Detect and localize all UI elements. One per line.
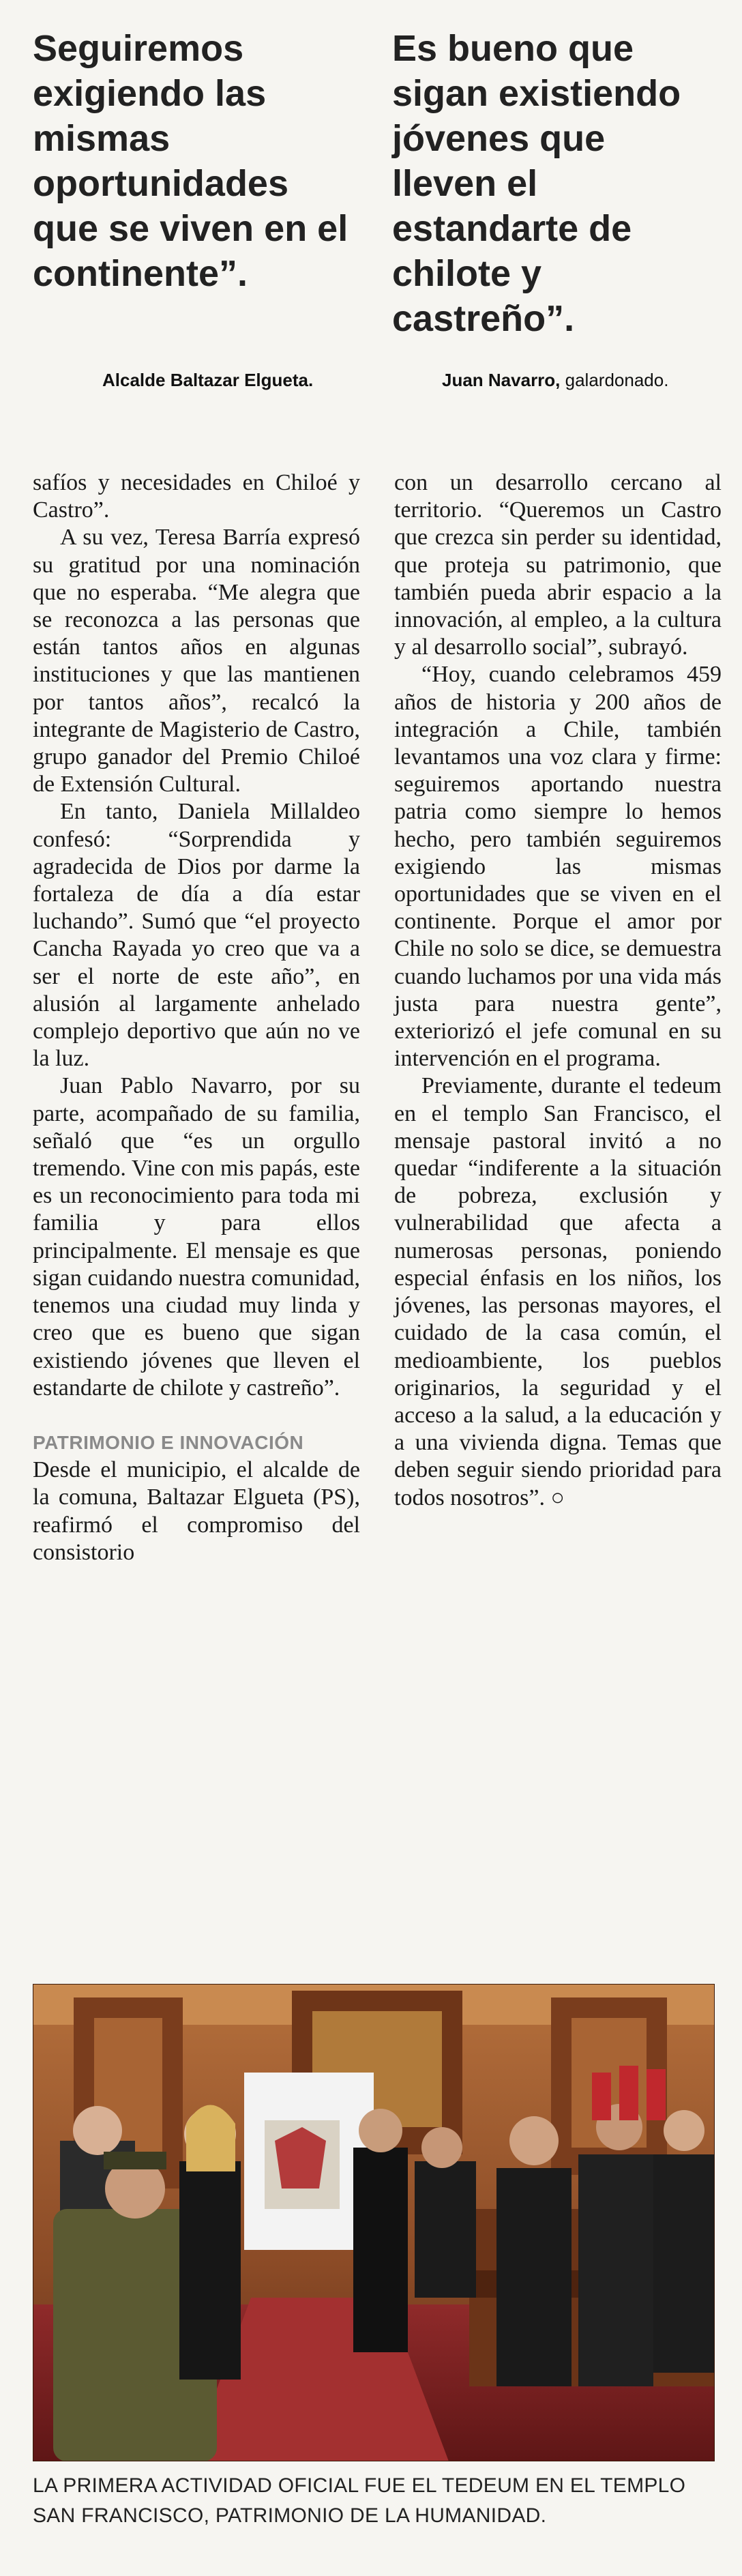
article-paragraph: Desde el municipio, el alcalde de la comuna, Baltazar Elgueta (PS), reafirmó el compromiso del consistorio (33, 1457, 360, 1565)
article-paragraph: En tanto, Daniela Millaldeo confesó: “Sorprendida y agradecida de Dios por darme la fortaleza de día a día estar luchando”. Sumó que “el proyecto Cancha Rayada yo creo que va a ser el norte de este año”, en alusión al largamente anhelado complejo deportivo que aún no ve la luz. (33, 799, 360, 1072)
pull-quote-left (33, 26, 353, 296)
article-paragraph: “Hoy, cuando celebramos 459 años de historia y 200 años de integración a Chile, también levantamos una voz clara y firme: seguiremos aportando nuestra patria como siempre lo hemos hecho, pero también seguiremos exigiendo las mismas oportunidades que se viven en el continente. Porque el amor por Chile no solo se dice, se demuestra cuando luchamos por una vida más justa para nuestra gente”, exteriorizó el jefe comunal en su intervención en el programa. (394, 662, 722, 1072)
pull-quote-right-text: Es bueno que sigan existiendo jóvenes que lleven el estandarte de chilote y castreño”. (392, 28, 681, 339)
attribution-left-name: Alcalde Baltazar Elgueta. (102, 370, 314, 390)
pull-quote-left-text: Seguiremos exigiendo las mismas oportunidades que se viven en el continente”. (33, 28, 348, 294)
church-scene-illustration (33, 1984, 715, 2461)
article-paragraph-text: Previamente, durante el tedeum en el templo San Francisco, el mensaje pastoral invitó a no quedar “indiferente a la situación de pobreza, exclusión y vulnerabilidad que afecta a numerosas personas, poniendo especial énfasis en los niños, los jóvenes, las personas mayores, el cuidado de la casa común, el medioambiente, los pueblos originarios, la seguridad y el acceso a la salud, a la educación y a una vivienda digna. Temas que deben seguir siendo prioridad para todos nosotros”. (394, 1073, 722, 1510)
article-paragraph: Juan Pablo Navarro, por su parte, acompañado de su familia, señaló que “es un orgullo tremendo. Vine con mis papás, este es un reconocimiento para toda mi familia y para ellos principalmente. El mensaje es que sigan cuidando nuestra comunidad, tenemos una ciudad muy linda y creo que es bueno que sigan existiendo jóvenes que lleven el estandarte de chilote y castreño”. (33, 1073, 360, 1401)
tedeum-photo (33, 1984, 715, 2461)
attribution-right-name: Juan Navarro, (442, 370, 561, 390)
article-paragraph (394, 1072, 722, 1511)
article-column-left (33, 469, 360, 1566)
attribution-right-role: galardonado. (560, 370, 669, 390)
quote-attribution-right (442, 368, 668, 392)
end-of-article-mark: ○ (550, 1484, 565, 1510)
article-paragraph: A su vez, Teresa Barría expresó su gratitud por una nominación que no esperaba. “Me alegra que se reconozca a las personas que están tantos años en algunas instituciones y que las mantienen por tantos años”, recalcó la integrante de Magisterio de Castro, grupo ganador del Premio Chiloé de Extensión Cultural. (33, 525, 360, 797)
article-paragraph: con un desarrollo cercano al territorio. “Queremos un Castro que crezca sin perder su identidad, que proteja su patrimonio, que también pueda abrir espacio a la innovación, al empleo, a la cultura y al desarrollo social”, subrayó. (394, 470, 722, 660)
photo-caption: LA PRIMERA ACTIVIDAD OFICIAL FUE EL TEDEUM EN EL TEMPLO SAN FRANCISCO, PATRIMONIO DE LA HUMANIDAD. (33, 2474, 686, 2527)
quote-attribution-left (102, 368, 313, 392)
article-column-right (394, 469, 722, 1512)
pull-quote-right (392, 26, 713, 341)
article-paragraph: safíos y necesidades en Chiloé y Castro”. (33, 470, 360, 523)
section-subhead: PATRIMONIO E INNOVACIÓN (33, 1431, 304, 1453)
